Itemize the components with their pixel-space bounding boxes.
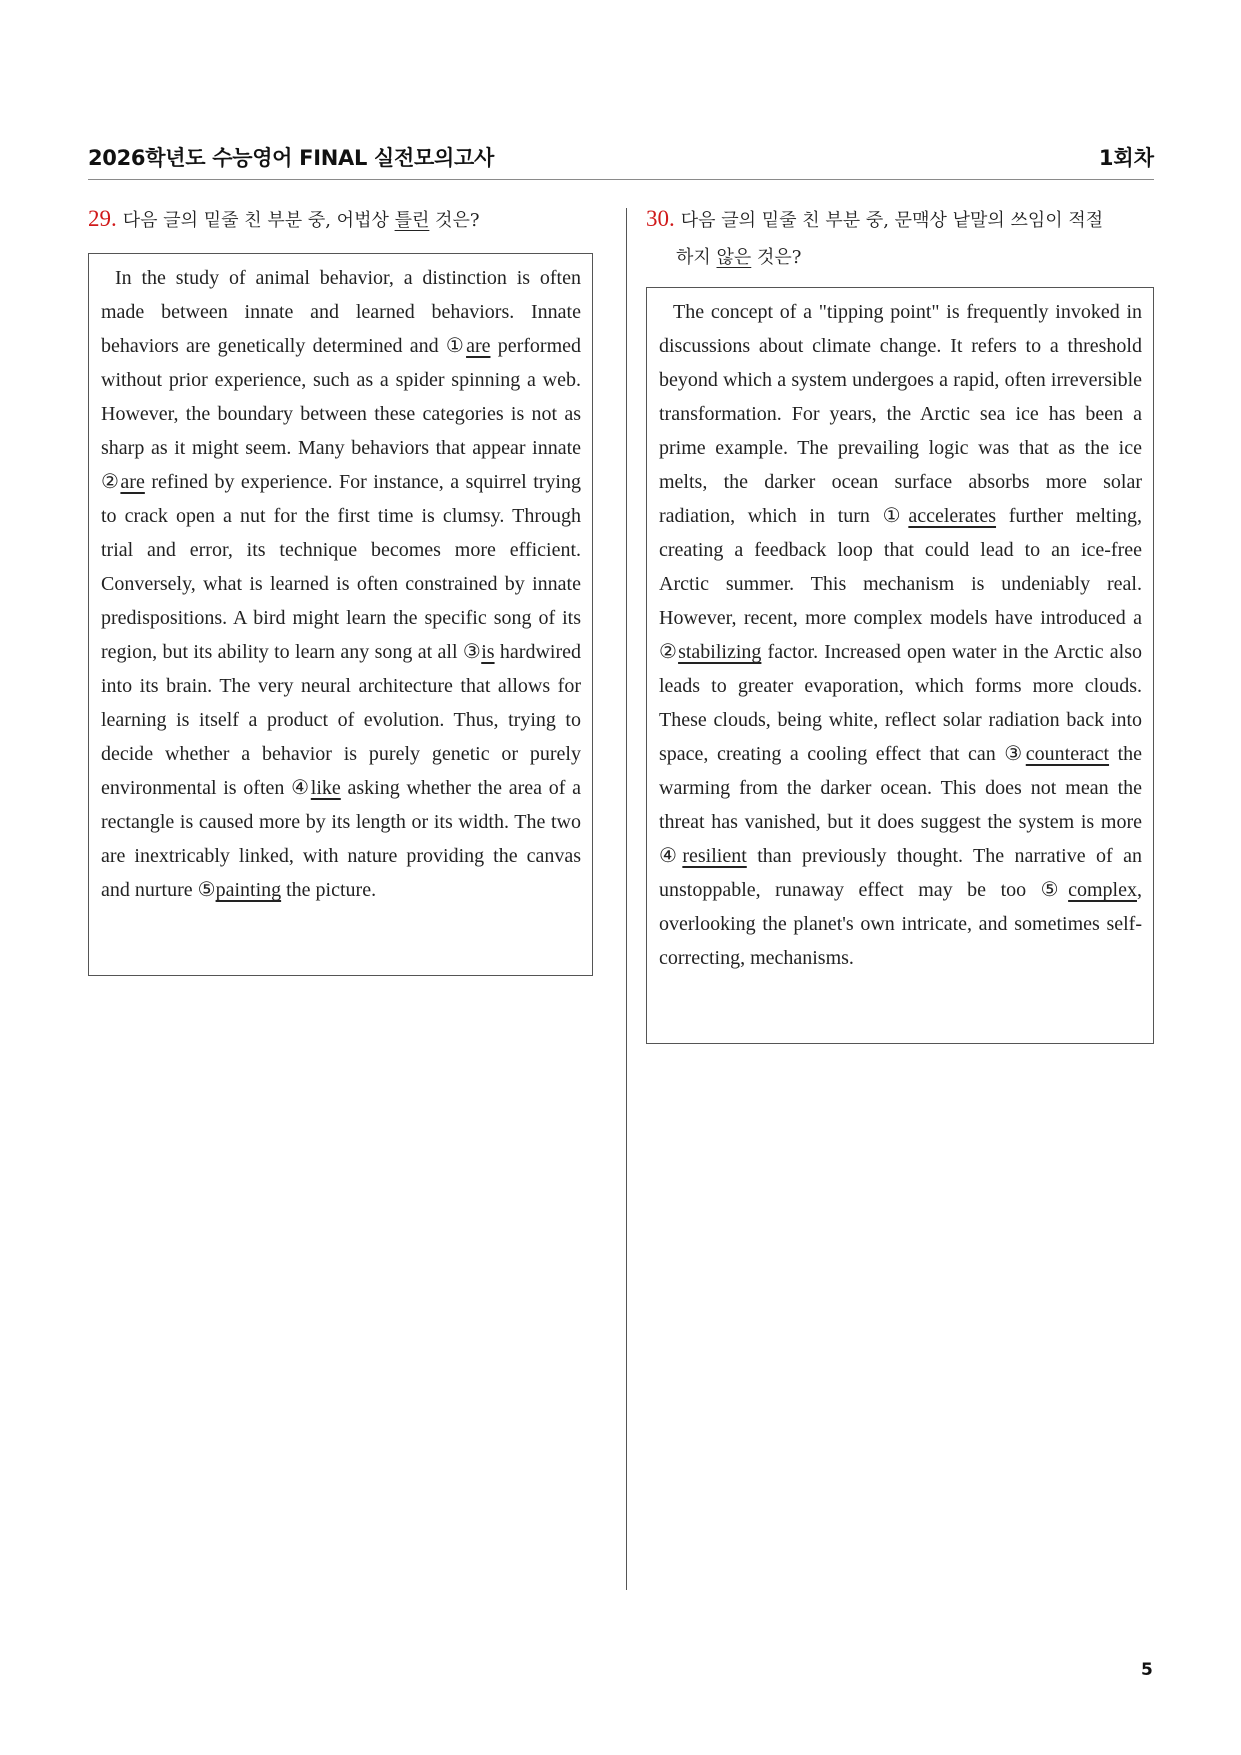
- underlined-choice: [446, 335, 491, 357]
- question-29-stem: [88, 200, 480, 239]
- column-divider: [626, 208, 627, 1590]
- passage-text: the picture.: [281, 879, 377, 901]
- passage-text: refined by experience. For instance, a squirrel trying to crack open a nut for the first time is clumsy. Through trial and error, its technique becomes more efficient. Conversely, what is learned is often constrained by innate predispositions. A bird might learn the specific song of its region, but its ability to learn any song at all: [101, 471, 581, 663]
- choice-word: stabilizing: [678, 641, 762, 663]
- choice-word: accelerates: [908, 505, 997, 527]
- round-label: 1회차: [1098, 146, 1154, 170]
- choice-marker: ②: [101, 471, 121, 493]
- header-divider: [88, 179, 1154, 180]
- question-29-passage: [101, 261, 581, 907]
- underlined-choice: [659, 641, 761, 663]
- question-29-stem-end: 것은?: [429, 210, 480, 231]
- underlined-choice: [883, 505, 996, 527]
- passage-text: , overlooking the planet's own intricate, and sometimes self-correcting, mechanisms.: [659, 879, 1142, 969]
- question-30-stem-text-2: 하지: [676, 247, 717, 268]
- choice-marker: ③: [1004, 743, 1026, 765]
- question-29-passage-box: [88, 253, 593, 976]
- exam-title: 2026학년도 수능영어 FINAL 실전모의고사: [88, 146, 494, 170]
- passage-text: In the study of animal behavior, a distinction is often made between innate and learned behaviors. Innate behaviors are genetically determined and: [101, 267, 581, 357]
- question-30-stem-end: 것은?: [751, 247, 802, 268]
- choice-marker: ⑤: [197, 879, 216, 901]
- passage-text: asking whether the area of a rectangle is caused more by its length or its width. The two are inextricably linked, with nature providing the canvas and nurture: [101, 777, 581, 901]
- underlined-choice: [101, 471, 145, 493]
- question-30-passage-box: [646, 287, 1154, 1044]
- choice-word: counteract: [1025, 743, 1110, 765]
- passage-text: hardwired into its brain. The very neural architecture that allows for learning is itself a product of evolution. Thus, trying to decide whether a behavior is purely genetic or purely environmental is often: [101, 641, 582, 799]
- choice-word: painting: [215, 879, 282, 901]
- underlined-choice: [659, 845, 747, 867]
- choice-marker: ①: [882, 505, 909, 527]
- underlined-choice: [1041, 879, 1137, 901]
- passage-text: further melting, creating a feedback loop that could lead to an ice-free Arctic summer. This mechanism is undeniably real. However, recent, more complex models have introduced a: [659, 505, 1143, 629]
- choice-word: are: [466, 335, 491, 357]
- choice-marker: ①: [445, 335, 467, 357]
- passage-text: factor. Increased open water in the Arctic also leads to greater evaporation, which forms more clouds. These clouds, being white, reflect solar radiation back into space, creating a cooling effect that can: [659, 641, 1142, 765]
- underlined-choice: [463, 641, 495, 663]
- underlined-choice: [291, 777, 341, 799]
- passage-text: than previously thought. The narrative of an unstoppable, runaway effect may be too: [659, 845, 1142, 901]
- passage-text: performed without prior experience, such as a spider spinning a web. However, the boundary between these categories is not as sharp as it might seem. Many behaviors that appear innate: [101, 335, 582, 459]
- choice-word: like: [310, 777, 341, 799]
- page-number: 5: [1141, 1660, 1153, 1680]
- choice-marker: ②: [659, 641, 679, 663]
- question-29-stem-emphasis: 틀린: [394, 210, 430, 231]
- choice-marker: ③: [462, 641, 482, 663]
- choice-word: is: [481, 641, 495, 663]
- choice-marker: ④: [291, 777, 311, 799]
- question-29-stem-text: 다음 글의 밑줄 친 부분 중, 어법상: [122, 210, 395, 231]
- underlined-choice: [1004, 743, 1109, 765]
- choice-marker: ⑤: [1040, 879, 1069, 901]
- choice-word: are: [120, 471, 145, 493]
- question-30-stem-emphasis: 않은: [716, 247, 752, 268]
- question-30-number: 30.: [646, 206, 675, 231]
- passage-text: the warming from the darker ocean. This does not mean the threat has vanished, but it does suggest the system is more: [659, 743, 1143, 833]
- question-29-number: 29.: [88, 206, 117, 231]
- passage-text: The concept of a "tipping point" is frequently invoked in discussions about climate change. It refers to a threshold beyond which a system undergoes a rapid, often irreversible transformation. For years, the Arctic sea ice has been a prime example. The prevailing logic was that as the ice melts, the darker ocean surface absorbs more solar radiation, which in turn: [659, 301, 1142, 527]
- choice-marker: ④: [659, 845, 683, 867]
- question-30-stem: [646, 200, 1166, 276]
- choice-word: resilient: [682, 845, 747, 867]
- choice-word: complex: [1068, 879, 1137, 901]
- question-30-passage: [659, 295, 1142, 975]
- underlined-choice: [198, 879, 281, 901]
- page-header: [88, 142, 1154, 182]
- question-30-stem-text: 다음 글의 밑줄 친 부분 중, 문맥상 낱말의 쓰임이 적절: [680, 210, 1104, 231]
